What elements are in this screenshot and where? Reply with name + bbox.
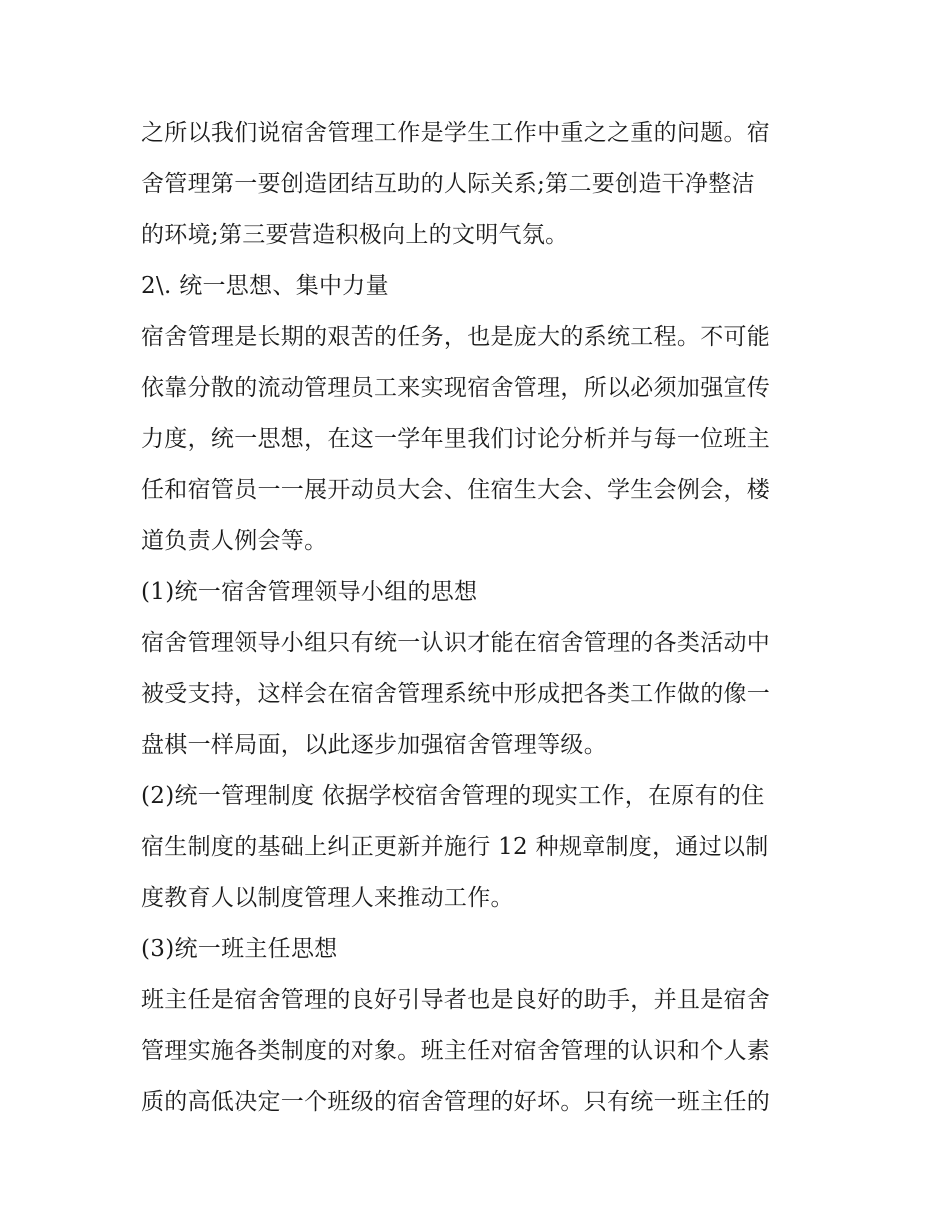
section-heading: 2\. 统一思想、集中力量 [141, 273, 389, 299]
text-line: 盘棋一样局面，以此逐步加强宿舍管理等级。 [141, 732, 607, 758]
text-line: 道负责人例会等。 [141, 528, 328, 554]
subsection-line: (2)统一管理制度 依据学校宿舍管理的现实工作，在原有的住 [141, 783, 765, 809]
document-body [141, 108, 813, 1128]
subsection-heading: (3)统一班主任思想 [141, 936, 338, 962]
text-line: 班主任是宿舍管理的良好引导者也是良好的助手，并且是宿舍 [141, 987, 771, 1013]
text-line: 质的高低决定一个班级的宿舍管理的好坏。只有统一班主任的 [141, 1089, 771, 1115]
text-line: 舍管理第一要创造团结互助的人际关系;第二要创造干净整洁 [141, 171, 755, 197]
text-line: 依靠分散的流动管理员工来实现宿舍管理，所以必须加强宣传 [141, 375, 771, 401]
text-line: 度教育人以制度管理人来推动工作。 [141, 885, 514, 911]
text-line: 管理实施各类制度的对象。班主任对宿舍管理的认识和个人素 [141, 1038, 771, 1064]
text-line: 宿生制度的基础上纠正更新并施行 12 种规章制度，通过以制 [141, 834, 769, 860]
text-line: 之所以我们说宿舍管理工作是学生工作中重之之重的问题。宿 [141, 120, 771, 146]
text-line: 任和宿管员一一展开动员大会、住宿生大会、学生会例会，楼 [141, 477, 771, 503]
text-line: 力度，统一思想，在这一学年里我们讨论分析并与每一位班主 [141, 426, 771, 452]
text-line: 宿舍管理是长期的艰苦的任务，也是庞大的系统工程。不可能 [141, 324, 771, 350]
subsection-heading: (1)统一宿舍管理领导小组的思想 [141, 579, 478, 605]
text-line: 的环境;第三要营造积极向上的文明气氛。 [141, 222, 569, 248]
text-line: 被受支持，这样会在宿舍管理系统中形成把各类工作做的像一 [141, 681, 771, 707]
text-line: 宿舍管理领导小组只有统一认识才能在宿舍管理的各类活动中 [141, 630, 771, 656]
